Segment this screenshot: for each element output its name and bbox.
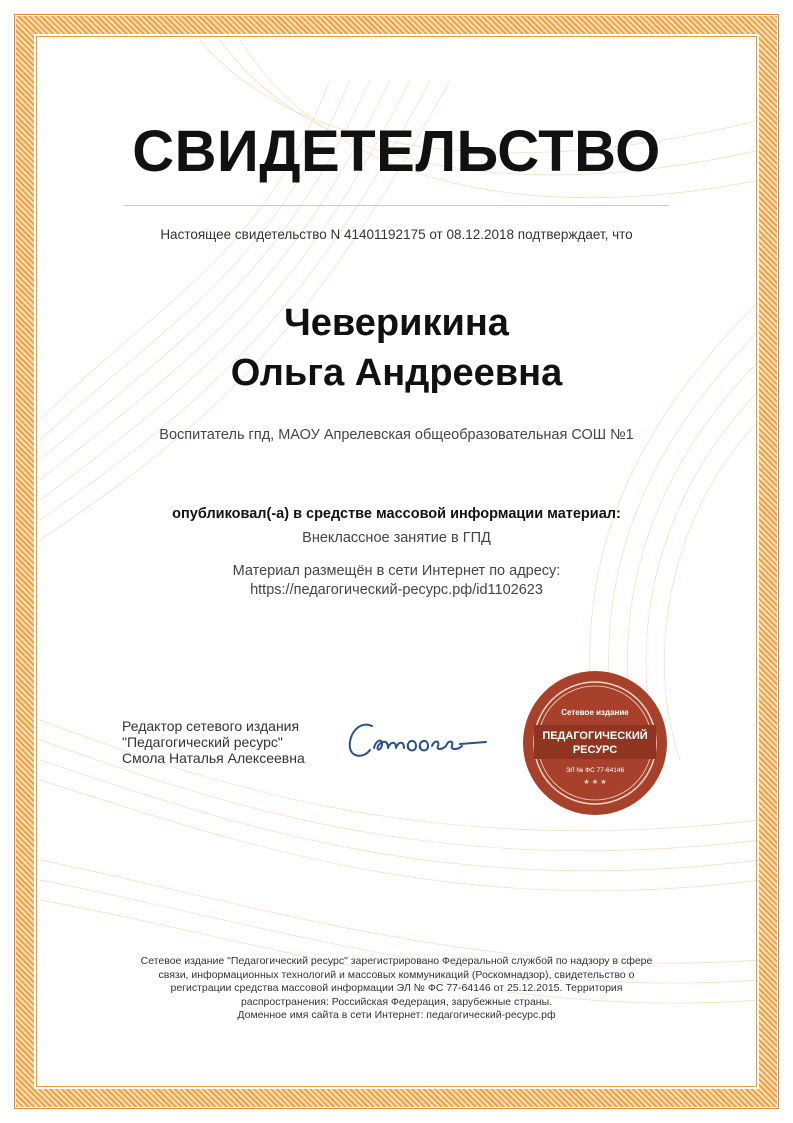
footer-legal (120, 955, 673, 1023)
recipient-name (0, 298, 793, 398)
editor-publication: "Педагогический ресурс" (122, 734, 283, 750)
footer-line: Доменное имя сайта в сети Интернет: педагогический-ресурс.рф (237, 1009, 556, 1021)
editor-signature (342, 710, 492, 770)
footer-line: Сетевое издание "Педагогический ресурс" зарегистрировано Федеральной службой по надзору в сфере (140, 955, 653, 967)
footer-line: связи, информационных технологий и массовых коммуникаций (Роскомнадзор), свидетельство о (158, 968, 635, 981)
recipient-surname: Чеверикина (284, 302, 509, 344)
editor-block (122, 718, 305, 766)
inner-border (36, 36, 757, 1087)
recipient-given-names: Ольга Андреевна (230, 352, 563, 394)
seal-top-text: Сетевое издание (561, 708, 629, 717)
recipient-position: Воспитатель гпд, МАОУ Апрелевская общеобразовательная СОШ №1 (159, 427, 634, 443)
footer-line: регистрации средства массовой информации ЭЛ № ФС 77-64146 от 25.12.2015. Территория (170, 982, 623, 994)
certificate-title: СВИДЕТЕЛЬСТВО (132, 119, 661, 184)
published-label: опубликовал(-а) в средстве массовой информации материал: (172, 506, 621, 522)
online-label: Материал размещён в сети Интернет по адресу: (232, 563, 561, 579)
seal-title-line2: РЕСУРС (572, 744, 618, 756)
publisher-seal (520, 668, 670, 818)
seal-stars: ★ ★ ★ (583, 778, 607, 786)
seal-title-line1: ПЕДАГОГИЧЕСКИЙ (542, 730, 648, 742)
footer-line: распространения: Российская Федерация, зарубежные страны. (240, 995, 553, 1008)
certificate-intro: Настоящее свидетельство N 41401192175 от 08.12.2018 подтверждает, что (160, 227, 633, 242)
seal-registration: ЭЛ № ФС 77-64146 (565, 767, 625, 774)
editor-role: Редактор сетевого издания (122, 718, 300, 734)
editor-name: Смола Наталья Алексеевна (122, 750, 305, 766)
material-title: Внеклассное занятие в ГПД (302, 530, 491, 546)
title-divider (124, 205, 669, 206)
material-url: https://педагогический-ресурс.рф/id1102623 (250, 582, 543, 598)
